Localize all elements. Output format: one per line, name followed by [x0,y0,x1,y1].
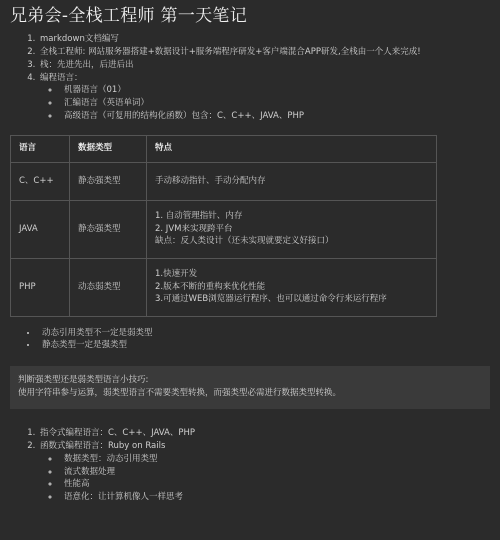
header-features: 特点 [147,135,437,162]
feature-line: 2.版本不断的重构来优化性能 [155,281,266,292]
cell-features [147,200,437,258]
page-title: 兄弟会-全栈工程师 第一天笔记 [10,6,248,26]
list-item: ◦ 机器语言（01） [60,84,490,97]
feature-line: 1. 自动管理指针、内存 [155,210,243,221]
list-item: ◦ 汇编语言（英语单词） [60,97,490,110]
list-item [38,440,490,504]
cell-language: PHP [11,258,70,316]
functional-features-list [40,453,490,504]
table-row [11,258,437,316]
cell-data-type: 静态强类型 [70,162,147,200]
list-item: ◦ 数据类型：动态引用类型 [60,453,490,466]
feature-line: 1.快速开发 [155,268,198,279]
cell-features [147,258,437,316]
cell-data-type: 动态弱类型 [70,258,147,316]
table-row [11,200,437,258]
list-item: 1. 指令式编程语言：C、C++、JAVA、PHP [38,427,490,440]
list-item-label: 函数式编程语言：Ruby on Rails [40,441,166,452]
feature-line: 缺点：反人类设计（还未实现就要定义好接口） [155,236,334,247]
cell-language: C、C++ [11,162,70,200]
intro-list [10,33,490,122]
feature-line: 3.可通过WEB浏览器运行程序、也可以通过命令行来运行程序 [155,294,387,305]
list-item: 1. markdown文档编写 [38,33,490,46]
list-item: • 静态类型一定是强类型 [38,339,490,352]
list-item: ◦ 语意化：让计算机像人一样思考 [60,491,490,504]
paradigm-list [10,427,490,504]
list-item: ◦ 流式数据处理 [60,466,490,479]
list-item: • 动态引用类型不一定是弱类型 [38,327,490,340]
table-row [11,162,437,200]
feature-line: 2. JVM来实现跨平台 [155,223,233,234]
tip-heading: 判断强类型还是弱类型语言小技巧: [18,375,149,385]
list-item-label: 编程语言： [40,72,83,83]
header-data-type: 数据类型 [70,135,147,162]
cell-features [147,162,437,200]
list-item [38,72,490,123]
list-item: 3. 栈：先进先出，后进后出 [38,59,490,72]
list-item: 2. 全栈工程师: 网站服务器搭建+数据设计+服务端程序研发+客户端混合APP研发,全栈由一个人来完成! [38,46,490,59]
table-header-row [11,135,437,162]
tip-text: 使用字符串参与运算，弱类型语言不需要类型转换，而强类型必需进行数据类型转换。 [18,388,342,399]
language-comparison-table [10,135,437,317]
list-item: ◦ 性能高 [60,478,490,491]
tip-block [10,366,490,409]
cell-language: JAVA [11,200,70,258]
type-notes-list [10,327,490,353]
language-types-list [40,84,490,122]
list-item: ◦ 高级语言（可复用的结构化函数）包含：C、C++、JAVA、PHP [60,110,490,123]
header-language: 语言 [11,135,70,162]
feature-line: 手动移动指针、手动分配内存 [155,175,266,186]
cell-data-type: 静态强类型 [70,200,147,258]
